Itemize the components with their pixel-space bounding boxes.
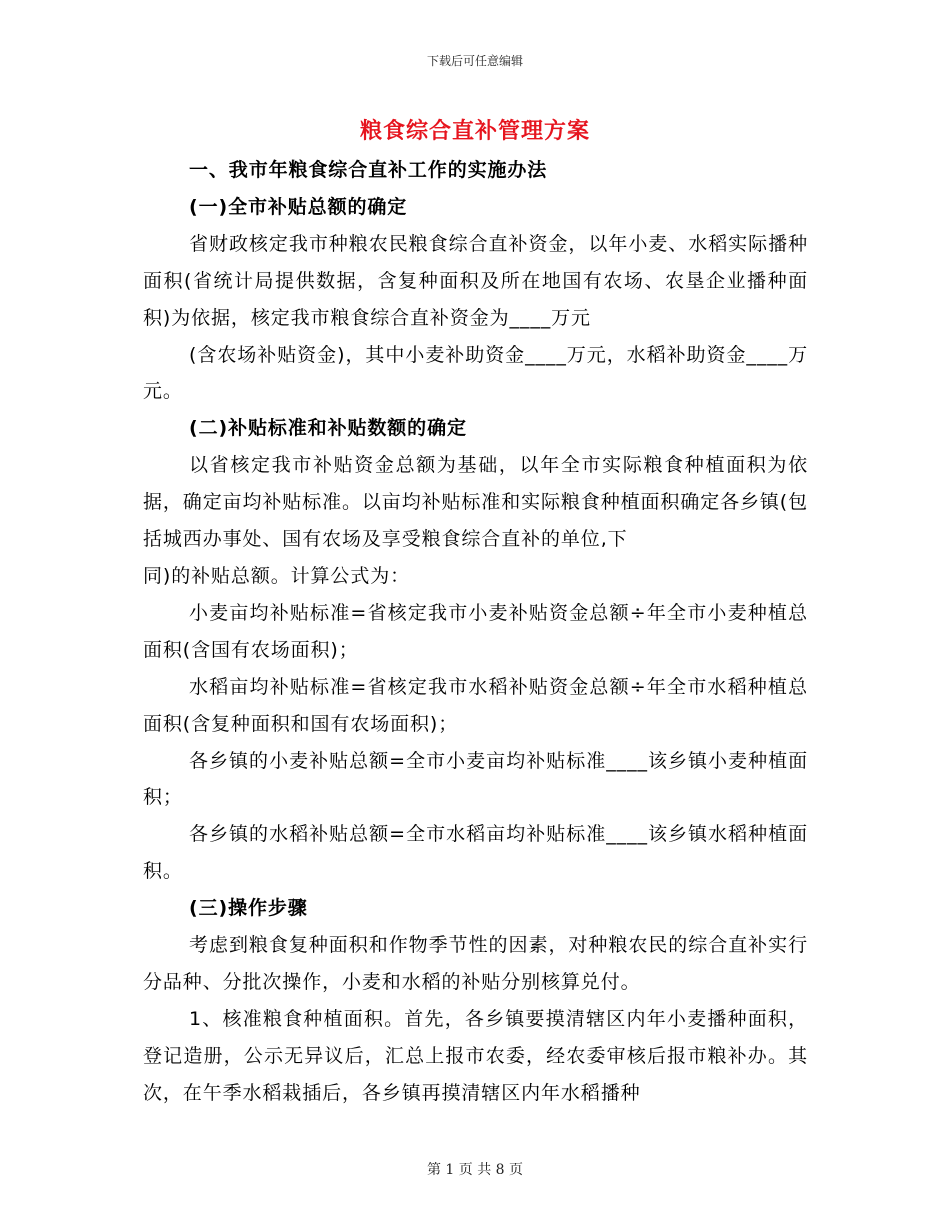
body-paragraph: 考虑到粮食复种面积和作物季节性的因素，对种粮农民的综合直补实行分品种、分批次操作，小麦和水稻的补贴分别核算兑付。 [143, 934, 808, 993]
body-paragraph: 省财政核定我市种粮农民粮食综合直补资金，以年小麦、水稻实际播种面积(省统计局提供数据，含复种面积及所在地国有农场、农垦企业播种面积)为依据，核定我市粮食综合直补资金为____万元 [143, 232, 808, 329]
body-paragraph: (含农场补贴资金)，其中小麦补助资金____万元，水稻补助资金____万元。 [143, 343, 808, 403]
document-body [143, 152, 808, 1112]
body-paragraph: 以省核定我市补贴资金总额为基础，以年全市实际粮食种植面积为依据，确定亩均补贴标准。以亩均补贴标准和实际粮食种植面积确定各乡镇(包括城西办事处、国有农场及享受粮食综合直补的单位,下 [143, 454, 809, 551]
formula-paragraph: 小麦亩均补贴标准=省核定我市小麦补贴资金总额÷年全市小麦种植总面积(含国有农场面积)； [143, 601, 808, 661]
formula-paragraph: 各乡镇的水稻补贴总额=全市水稻亩均补贴标准____该乡镇水稻种植面积。 [143, 823, 808, 883]
subsection-heading: (二)补贴标准和补贴数额的确定 [189, 417, 467, 440]
section-heading: 一、我市年粮食综合直补工作的实施办法 [189, 159, 548, 181]
formula-paragraph: 水稻亩均补贴标准=省核定我市水稻补贴资金总额÷年全市水稻种植总面积(含复种面积和国有农场面积)； [143, 675, 808, 735]
subsection-heading: (一)全市补贴总额的确定 [189, 195, 408, 218]
subsection-heading: (三)操作步骤 [189, 897, 308, 920]
body-paragraph: 同)的补贴总额。计算公式为： [143, 564, 411, 587]
formula-paragraph: 各乡镇的小麦补贴总额=全市小麦亩均补贴标准____该乡镇小麦种植面积； [143, 749, 808, 809]
document-title: 粮食综合直补管理方案 [359, 119, 590, 144]
header-note: 下载后可任意编辑 [426, 54, 523, 68]
page-number: 第 1 页 共 8 页 [426, 1162, 524, 1178]
body-paragraph: 1、核准粮食种植面积。首先，各乡镇要摸清辖区内年小麦播种面积，登记造册，公示无异议后，汇总上报市农委，经农委审核后报市粮补办。其次，在午季水稻栽插后，各乡镇再摸清辖区内年水稻播种 [143, 1007, 808, 1104]
